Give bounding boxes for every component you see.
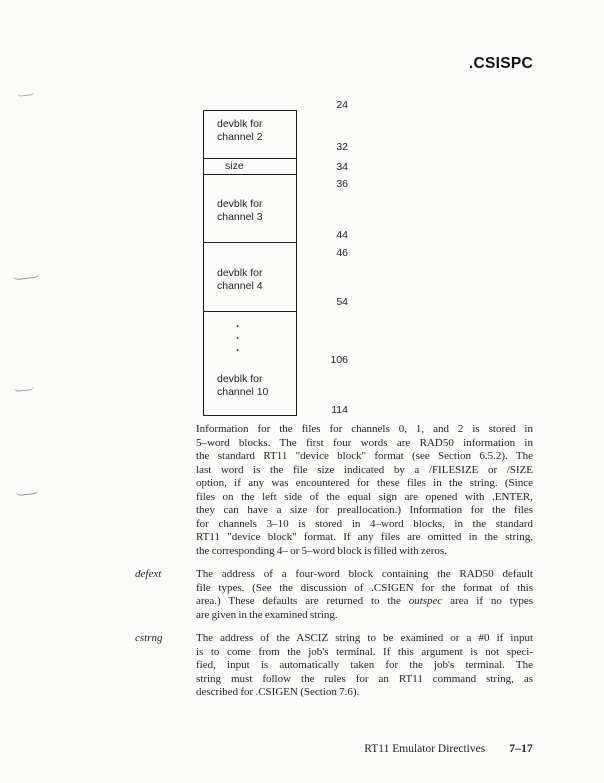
block-label: channel 4: [217, 280, 263, 292]
text-line: the corresponding 4– or 5–word block is filled with zeros.: [196, 544, 447, 557]
memory-block-channel-10: [204, 312, 296, 415]
block-label-group: [204, 373, 296, 399]
text-line: .: [236, 318, 240, 330]
offset-label: 36: [336, 178, 348, 190]
offset-label: 46: [336, 247, 348, 259]
binder-mark: [14, 382, 35, 392]
text-line: the standard RT11 "device block" format (see Section 6.5.2). The: [196, 450, 533, 462]
binder-mark: [13, 270, 40, 281]
offset-label: 114: [331, 404, 348, 416]
memory-block-size: [204, 159, 296, 175]
offset-label: 44: [336, 229, 348, 241]
text-line: they can have a size for preallocation.) Information for the files: [196, 504, 533, 516]
text-line: The address of the ASCIZ string to be examined or a #0 if input: [196, 632, 533, 644]
definition-defext: [135, 568, 533, 622]
text-line: last word is the file size indicated by a /FILESIZE or /SIZE: [196, 463, 533, 476]
block-label: channel 10: [217, 386, 269, 398]
memory-block-channel-3: [204, 175, 296, 243]
text-line: Information for the files for channels 0, 1, and 2 is stored in: [196, 423, 533, 435]
text-line: option, if any was encountered for these files in the string. (Since: [196, 477, 533, 489]
term-defext: defext: [135, 568, 162, 580]
paragraph-text: [196, 423, 533, 558]
text-line: for channels 3–10 is stored in 4–word blocks, in the standard: [196, 517, 533, 530]
footer: [135, 743, 533, 755]
offset-label: 54: [336, 296, 348, 308]
text-line: 5–word blocks. The first four words are RAD50 information in: [196, 436, 533, 449]
block-label: devblk for: [217, 198, 263, 210]
text-line: fied, input is automatically taken for the job's terminal. The: [196, 659, 533, 671]
definition-cstrng: [135, 632, 533, 700]
text-line: files on the left side of the equal sign are opened with .ENTER,: [196, 490, 533, 503]
footer-title: RT11 Emulator Directives: [364, 743, 486, 755]
ellipsis-dots: [204, 318, 296, 354]
memory-layout-diagram: [203, 99, 348, 424]
block-label: devblk for: [217, 373, 263, 385]
binder-mark: [17, 87, 35, 97]
text-line: string must follow the rules for an RT11 command string, as: [196, 672, 533, 685]
block-label: devblk for: [217, 118, 263, 130]
block-label: devblk for: [217, 267, 263, 279]
section-heading: .CSISPC: [468, 55, 533, 72]
offset-label: 24: [336, 99, 348, 111]
text-line: .: [236, 330, 240, 342]
page-number: 7–17: [509, 743, 533, 755]
text-line: is to come from the job's terminal. If this argument is not speci-: [196, 645, 533, 658]
text-line: described for .CSIGEN (Section 7.6).: [196, 686, 360, 698]
memory-block-channel-2: [204, 111, 296, 159]
memory-block-channel-4: [204, 243, 296, 312]
block-label: size: [225, 160, 244, 172]
block-label: channel 2: [217, 131, 263, 143]
text-line: RT11 "device block" format. If any files are omitted in the string,: [196, 531, 533, 543]
offset-label: 106: [330, 354, 348, 366]
offset-label: 32: [336, 141, 348, 153]
text-line: The address of a four-word block containing the RAD50 default: [196, 568, 533, 580]
text-line: area.) These defaults are returned to the outspec area if no types: [196, 595, 533, 607]
offset-label: 34: [336, 161, 348, 173]
body-paragraph: [135, 423, 533, 558]
term-cstrng: cstrng: [135, 632, 163, 644]
text-line: file types. (See the discussion of .CSIGEN for the format of this: [196, 581, 533, 594]
text-line: .: [236, 342, 240, 354]
definition-text: [196, 632, 533, 700]
definition-text: [196, 568, 533, 622]
memory-box: [203, 110, 297, 416]
term-empty: [135, 423, 196, 558]
text-line: are given in the examined string.: [196, 608, 338, 621]
block-label: channel 3: [217, 211, 263, 223]
binder-mark: [16, 486, 39, 496]
page-body: [135, 423, 533, 700]
